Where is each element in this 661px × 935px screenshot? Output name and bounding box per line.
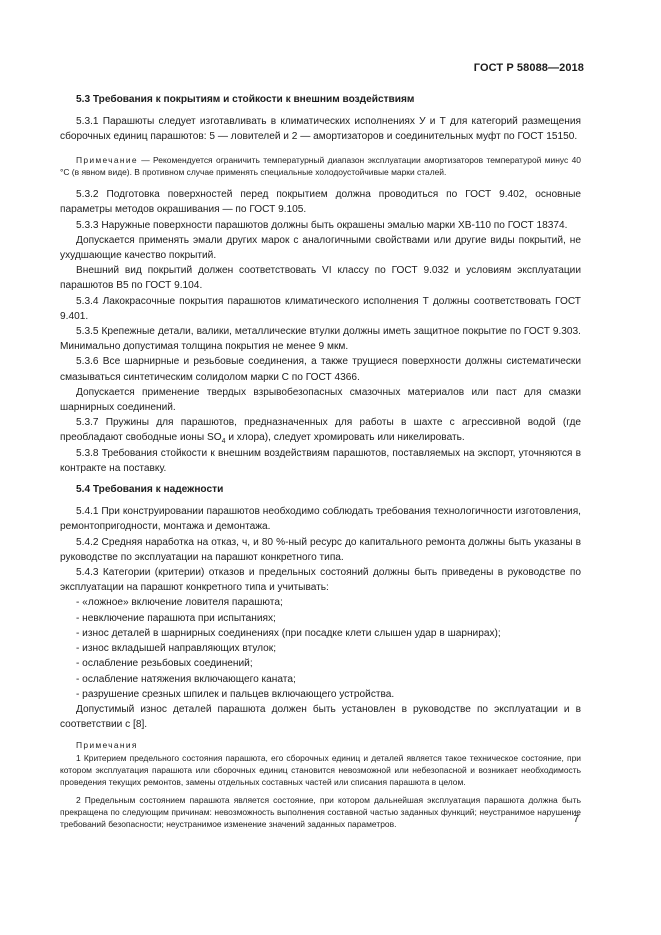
note-5-3-1: [60, 154, 581, 179]
note-text: — Рекомендуется ограничить температурный диапазон эксплуатации амортизаторов температурой минус 40 °С (в явном виде). В противном случае применять специальные холодоустойчивые марки сталей.: [60, 154, 581, 177]
paragraph-lubricants: Допускается применение твердых взрывобезопасных смазочных материалов или паст для смазки шарнирных соединений.: [60, 386, 581, 414]
paragraph-wear: Допустимый износ деталей парашюта должен быть установлен в руководстве по эксплуатации и в соответствии с [8].: [60, 703, 581, 731]
paragraph-5-3-1: 5.3.1 Парашюты следует изготавливать в климатических исполнениях У и Т для категорий размещения сборочных единиц парашютов: 5 — ловителей и 2 — амортизаторов и соединительных муфт по ГОСТ 15150.: [60, 116, 581, 143]
list-item: - износ деталей в шарнирных соединениях (при посадке клети слышен удар в шарнирах);: [76, 627, 501, 639]
paragraph-5-3-3: 5.3.3 Наружные поверхности парашютов должны быть окрашены эмалью марки ХВ-110 по ГОСТ 18374.: [76, 219, 568, 231]
paragraph-appearance: Внешний вид покрытий должен соответствовать VI классу по ГОСТ 9.032 и условиям эксплуатации парашютов В5 по ГОСТ 9.104.: [60, 265, 581, 292]
paragraph-5-3-7: [60, 415, 581, 445]
paragraph-5-3-5: 5.3.5 Крепежные детали, валики, металлические втулки должны иметь защитное покрытие по ГОСТ 9.303. Минимально допустимая толщина покрытия не менее 9 мкм.: [60, 326, 581, 353]
note-label: Примечание: [76, 154, 138, 165]
paragraph-5-4-1: 5.4.1 При конструировании парашютов необходимо соблюдать требования технологичности изготовления, ремонтопригодности, монтажа и демонтажа.: [60, 506, 581, 533]
paragraph-5-3-2: 5.3.2 Подготовка поверхностей перед покрытием должна проводиться по ГОСТ 9.402, основные параметры методов окрашивания — по ГОСТ 9.105.: [60, 189, 581, 216]
list-item: - невключение парашюта при испытаниях;: [76, 612, 276, 624]
paragraph-5-3-7-part2: и хлора), следует хромировать или никелировать.: [225, 432, 465, 444]
paragraph-5-3-6: 5.3.6 Все шарнирные и резьбовые соединения, а также трущиеся поверхности должны систематически смазываться синтетическим солидолом марки С по ГОСТ 4366.: [60, 356, 581, 383]
paragraph-enamels: Допускается применять эмали других марок с аналогичными свойствами или другие виды покрытий, не ухудшающие качество покрытий.: [60, 234, 581, 262]
section-5-3-heading: 5.3 Требования к покрытиям и стойкости к внешним воздействиям: [76, 94, 415, 105]
list-item: - износ вкладышей направляющих втулок;: [76, 643, 277, 655]
note-1: 1 Критерием предельного состояния парашюта, его сборочных единиц и деталей является такое техническое состояние, при котором эксплуатация парашюта или сборочных единиц становится невозможной или небезопасной и возникает необходимость проведения текущих ремонтов, замены отдельных составных частей или списания парашюта в целом.: [60, 752, 581, 788]
paragraph-5-3-8: 5.3.8 Требования стойкости к внешним воздействиям парашютов, поставляемых на экспорт, уточняются в контракте на поставку.: [60, 447, 581, 474]
list-item: - разрушение срезных шпилек и пальцев включающего устройства.: [76, 688, 395, 700]
list-item: - «ложное» включение ловителя парашюта;: [76, 597, 283, 609]
paragraph-5-3-7-part1: 5.3.7 Пружины для парашютов, предназначенных для работы в шахте с агрессивной водой (где преобладают свободные ионы SO: [60, 417, 581, 444]
paragraph-5-3-4: 5.3.4 Лакокрасочные покрытия парашютов климатического исполнения Т должны соответствовать ГОСТ 9.401.: [60, 295, 581, 322]
standard-designation: ГОСТ Р 58088—2018: [473, 62, 584, 74]
list-item: - ослабление натяжения включающего каната;: [76, 673, 296, 685]
document-body: [60, 92, 581, 830]
paragraph-5-4-3: 5.4.3 Категории (критерии) отказов и предельных состояний должны быть приведены в руководстве по эксплуатации на парашют конкретного типа и учитывать:: [60, 567, 581, 594]
list-item: - ослабление резьбовых соединений;: [76, 658, 253, 670]
sulfate-subscript: 4: [221, 438, 226, 446]
note-2: 2 Предельным состоянием парашюта является состояние, при котором дальнейшая эксплуатация парашюта должна быть прекращена по следующим причинам: невозможность выполнения составной частью заданных функций; неустранимое нарушение требований безопасности; неустранимое изменение значений заданных параметров.: [60, 794, 581, 830]
page-number: 7: [573, 814, 579, 825]
notes-heading: Примечания: [76, 740, 138, 751]
paragraph-5-4-2: 5.4.2 Средняя наработка на отказ, ч, и 80 %-ный ресурс до капитального ремонта должны быть указаны в руководстве по эксплуатации на парашют конкретного типа.: [60, 536, 581, 563]
section-5-4-heading: 5.4 Требования к надежности: [76, 484, 224, 496]
